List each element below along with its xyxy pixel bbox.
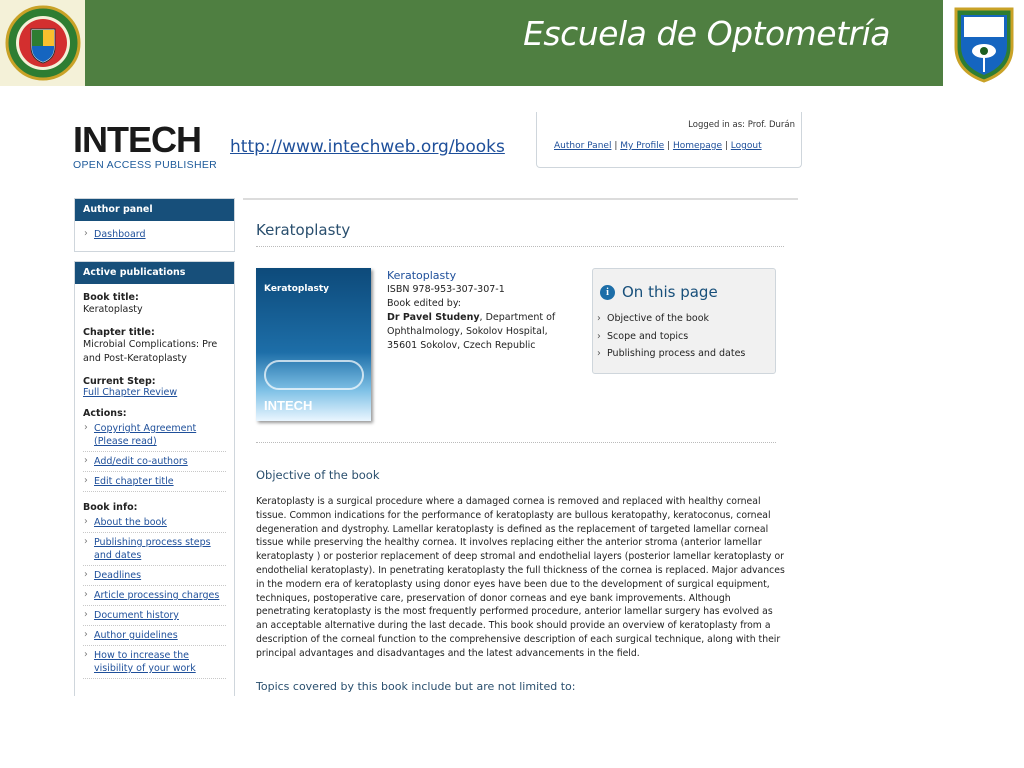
book-title-label: Book title: (83, 292, 139, 303)
objective-heading: Objective of the book (256, 468, 380, 482)
otp-publishing-link[interactable]: › Publishing process and dates (597, 348, 745, 366)
increase-visibility-link[interactable]: › How to increase the visibility of your work (83, 646, 226, 679)
edited-by-label: Book edited by: (387, 298, 461, 309)
otp-scope-link[interactable]: › Scope and topics (597, 331, 745, 349)
on-this-page-heading (600, 283, 718, 301)
books-url[interactable]: http://www.intechweb.org/books (230, 137, 505, 157)
on-this-page-list (597, 313, 745, 366)
edit-coauthors-link[interactable]: › Add/edit co-authors (83, 452, 226, 472)
cover-title: Keratoplasty (264, 284, 330, 294)
book-details (387, 269, 572, 353)
chapter-title-value: Microbial Complications: Pre and Post-Keratoplasty (83, 339, 218, 364)
shield-icon (952, 3, 1016, 83)
topics-heading: Topics covered by this book include but are not limited to: (256, 680, 576, 693)
page-title: Keratoplasty (256, 221, 351, 239)
my-profile-link[interactable]: My Profile (620, 141, 665, 151)
document-history-link[interactable]: › Document history (83, 606, 226, 626)
title-divider (256, 246, 784, 247)
publishing-steps-link[interactable]: › Publishing process steps and dates (83, 533, 226, 566)
copyright-agreement-link[interactable]: › Copyright Agreement (Please read) (83, 419, 226, 452)
processing-charges-link[interactable]: › Article processing charges (83, 586, 226, 606)
deadlines-link[interactable]: › Deadlines (83, 566, 226, 586)
current-step-link[interactable]: Full Chapter Review (83, 387, 178, 398)
book-cover[interactable] (256, 268, 371, 421)
login-box (536, 112, 802, 168)
editor-affiliation: , Department of Ophthalmology, Sokolov Hospital, 35601 Sokolov, Czech Republic (387, 312, 556, 351)
dashboard-link[interactable]: › Dashboard (83, 225, 226, 244)
on-this-page-label: On this page (622, 283, 718, 301)
author-panel-link[interactable]: Author Panel (554, 141, 612, 151)
section-divider (256, 442, 776, 443)
cover-logo: INTECH (264, 398, 313, 413)
main-top-divider (243, 198, 798, 200)
intech-logo-subtitle: OPEN ACCESS PUBLISHER (73, 159, 218, 171)
editor-name: Dr Pavel Studeny (387, 312, 480, 323)
intech-screenshot (62, 100, 812, 696)
slide-title: Escuela de Optometría (523, 14, 890, 53)
objective-text: Keratoplasty is a surgical procedure where a damaged cornea is removed and replaced with healthy corneal tissue. Common indications for the performance of keratoplasty are bullous keratopathy, keratoconus, corneal degeneration and dystrophy. Lamellar keratoplasty is defined as the replacement of targeted lamellar corneal tissue while preserving the healthy cornea. It involves replacing either the anterior stroma (anterior lamellar keratoplasty ) or posterior replacement of deep stromal and endothelial layers (posterior lamellar keratoplasty or endothelial keratoplasty). In penetrating keratoplasty the full thickness of the cornea is replaced. Major advances in the modern era of keratoplasty using donor eyes have been due to the development of surgical equipment, techniques, postoperative care, preservation of donor corneas and eye bank improvements. Although penetrating keratoplasty is the most frequently performed procedure, anterior lamellar surgery has evolved as an acceptable alternative during the last decade. This book should provide an overview of keratoplasty from a description of the corneal function to the comprehensive description of each surgical technique, along with their principal advantages and disadvantages and the latest advancements in the field. (256, 496, 785, 659)
author-panel-heading: Author panel (75, 199, 234, 221)
homepage-link[interactable]: Homepage (672, 141, 723, 151)
author-guidelines-link[interactable]: › Author guidelines (83, 626, 226, 646)
info-icon: i (600, 285, 615, 300)
book-info-label: Book info: (83, 502, 138, 513)
optometry-shield-logo (943, 0, 1024, 86)
edit-chapter-title-link[interactable]: › Edit chapter title (83, 472, 226, 492)
book-name-link[interactable]: Keratoplasty (387, 269, 457, 282)
intech-logo-text: INTECH (73, 119, 201, 160)
logged-in-status: Logged in as: Prof. Durán (688, 120, 795, 130)
logout-link[interactable]: Logout (730, 141, 762, 151)
intech-logo[interactable] (73, 119, 218, 171)
active-publications-heading: Active publications (75, 262, 234, 284)
about-book-link[interactable]: › About the book (83, 513, 226, 533)
isbn: ISBN 978-953-307-307-1 (387, 284, 505, 295)
active-publications-box (74, 261, 235, 696)
author-panel-box (74, 198, 235, 252)
chapter-title-label: Chapter title: (83, 327, 155, 338)
on-this-page-box (592, 268, 776, 374)
otp-objective-link[interactable]: › Objective of the book (597, 313, 745, 331)
current-step-label: Current Step: (83, 376, 156, 387)
user-links: Author Panel | My Profile | Homepage | Logout (554, 141, 762, 151)
actions-label: Actions: (83, 408, 127, 419)
editor-info (387, 311, 572, 353)
slide-banner (0, 0, 1024, 86)
cover-graphic-icon (264, 360, 364, 390)
book-title-value: Keratoplasty (83, 304, 143, 315)
